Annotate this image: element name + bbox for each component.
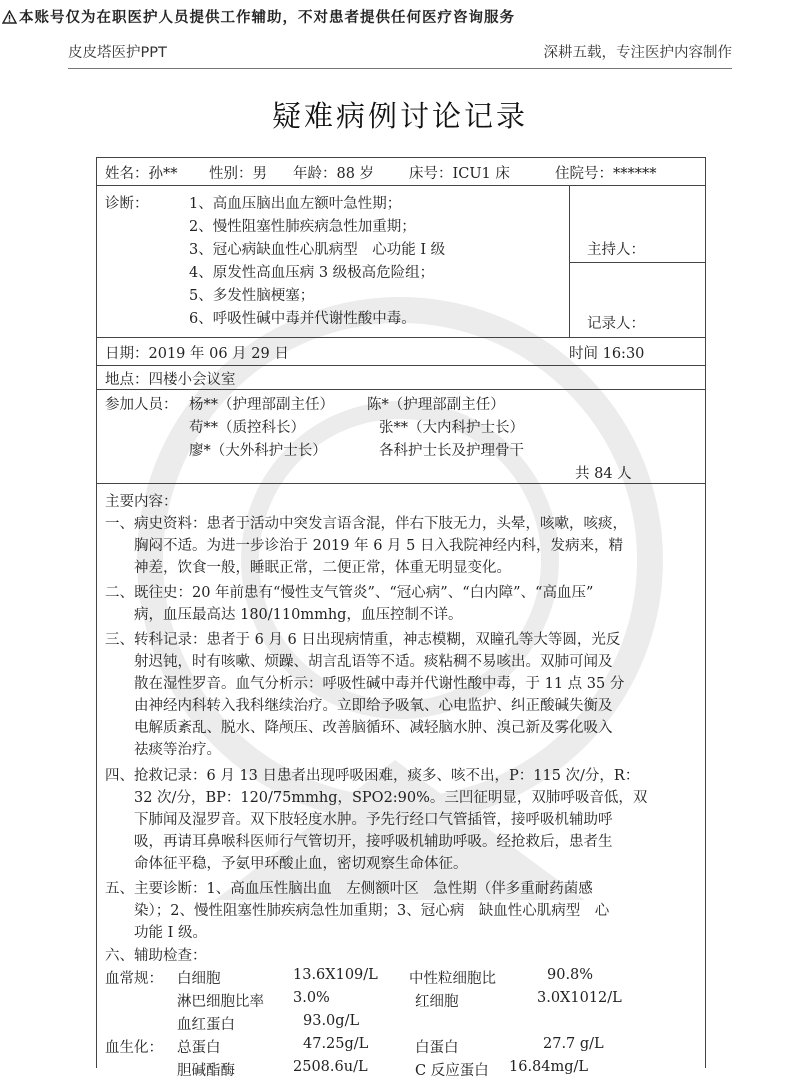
content-line: 病，血压最高达 180/110mmhg，血压控制不详。 xyxy=(105,607,463,623)
content-line: 吸，再请耳鼻喉科医师行气管切开，接呼吸机辅助呼吸。经抢救后，患者生 xyxy=(105,834,613,850)
patient-gender: 性别：男 xyxy=(209,166,267,182)
content-line: 染）；2、慢性阻塞性肺疾病急性加重期；3、冠心病 缺血性心肌病型 心 xyxy=(105,903,610,919)
content-line: 二、既往史：20 年前患有“慢性支气管炎”、“冠心病”、“白内障”、“高血压” xyxy=(105,585,594,601)
lab-value: 27.7 g/L xyxy=(543,1036,604,1052)
participant: 张**（大内科护士长） xyxy=(379,420,524,436)
lab-label: 淋巴细胞比率 xyxy=(177,994,264,1010)
lab-value: 3.0X1012/L xyxy=(537,990,622,1006)
lab-value: 93.0g/L xyxy=(303,1013,360,1029)
lab-label: 白蛋白 xyxy=(415,1040,459,1056)
lab-label: 白细胞 xyxy=(177,971,221,987)
participant: 各科护士长及护理骨干 xyxy=(379,443,524,459)
page-title: 疑难病例讨论记录 xyxy=(271,99,528,133)
meeting-time: 时间 16:30 xyxy=(569,346,645,362)
patient-info-row xyxy=(97,158,705,186)
warning-icon xyxy=(2,10,17,28)
content-line: 祛痰等治疗。 xyxy=(105,742,221,758)
host-divider xyxy=(569,262,705,263)
diagnosis-item: 5、多发性脑梗塞； xyxy=(189,288,315,304)
content-line: 胸闷不适。为进一步诊治于 2019 年 6 月 5 日入我院神经内科，发病来，精 xyxy=(105,538,624,554)
lab-label: 血红蛋白 xyxy=(177,1017,235,1033)
lab-value: 3.0% xyxy=(293,990,330,1006)
disclaimer-notice xyxy=(2,6,515,28)
content-line: 五、主要诊断：1、高血压性脑出血 左侧额叶区 急性期（伴多重耐药菌感 xyxy=(105,881,593,897)
participants-label: 参加人员： xyxy=(105,397,178,413)
content-line: 三、转科记录：患者于 6 月 6 日出现病情重，神志模糊，双瞳孔等大等圆，光反 xyxy=(105,632,621,648)
patient-bed: 床号：ICU1 床 xyxy=(409,166,510,182)
diagnosis-row xyxy=(97,186,705,338)
content-line: 六、辅助检查： xyxy=(105,948,207,964)
lab-label: 总蛋白 xyxy=(177,1040,221,1056)
patient-name: 姓名：孙** xyxy=(105,166,178,182)
lab-label: C 反应蛋白 xyxy=(415,1063,489,1079)
lab-value: 90.8% xyxy=(547,967,594,983)
content-line: 电解质紊乱、脱水、降颅压、改善脑循环、减轻脑水肿、溴己新及雾化吸入 xyxy=(105,720,613,736)
content-line: 32 次/分，BP：120/75mmhg，SPO2:90%。三凹征明显，双肺呼吸音低，双 xyxy=(105,790,648,806)
meeting-date: 日期：2019 年 06 月 29 日 xyxy=(105,346,289,362)
participant: 杨**（护理部副主任） xyxy=(189,397,334,413)
recorder-label: 记录人： xyxy=(587,316,645,332)
content-line: 散在湿性罗音。血气分析示：呼吸性碱中毒并代谢性酸中毒，于 11 点 35 分 xyxy=(105,676,625,692)
lab-value: 47.25g/L xyxy=(303,1036,369,1052)
participant: 陈*（护理部副主任） xyxy=(367,397,505,413)
participant-total: 共 84 人 xyxy=(575,466,632,482)
participant: 苟**（质控科长） xyxy=(189,420,305,436)
diagnosis-item: 1、高血压脑出血左额叶急性期； xyxy=(189,196,402,212)
meeting-location: 地点：四楼小会议室 xyxy=(105,372,236,388)
content-line: 命体征平稳，予氨甲环酸止血，密切观察生命体征。 xyxy=(105,856,468,872)
patient-age: 年龄：88 岁 xyxy=(293,166,375,182)
content-line: 下肺闻及湿罗音。双下肢轻度水肿。予先行经口气管插管，接呼吸机辅助呼 xyxy=(105,812,613,828)
diagnosis-item: 2、慢性阻塞性肺疾病急性加重期； xyxy=(189,219,416,235)
lab-value: 13.6X109/L xyxy=(293,967,378,983)
lab-value: 16.84mg/L xyxy=(509,1059,589,1075)
admission-number: 住院号：****** xyxy=(555,166,657,182)
diagnosis-item: 3、冠心病缺血性心肌病型 心功能 I 级 xyxy=(189,242,446,258)
biochem-label: 血生化： xyxy=(105,1040,163,1056)
header-divider xyxy=(68,68,732,69)
content-heading: 主要内容： xyxy=(105,494,178,510)
location-row xyxy=(97,366,705,390)
lab-label: 胆碱酯酶 xyxy=(177,1063,235,1079)
host-label: 主持人： xyxy=(587,242,645,258)
record-table xyxy=(96,157,706,1079)
lab-label: 中性粒细胞比 xyxy=(409,971,496,987)
lab-label: 红细胞 xyxy=(415,994,459,1010)
blood-routine-label: 血常规： xyxy=(105,971,163,987)
header-brand: 皮皮塔医护PPT xyxy=(68,45,167,61)
notice-text: 本账号仅为在职医护人员提供工作辅助，不对患者提供任何医疗咨询服务 xyxy=(19,10,515,26)
diagnosis-item: 6、呼吸性碱中毒并代谢性酸中毒。 xyxy=(189,311,416,327)
participant: 廖*（大外科护士长） xyxy=(189,443,327,459)
content-line: 四、抢救记录：6 月 13 日患者出现呼吸困难，痰多、咳不出，P：115 次/分，R： xyxy=(105,768,640,784)
content-line: 神差，饮食一般，睡眠正常，二便正常，体重无明显变化。 xyxy=(105,560,511,576)
content-line: 由神经内科转入我科继续治疗。立即给予吸氧、心电监护、纠正酸碱失衡及 xyxy=(105,698,613,714)
header-slogan: 深耕五载，专注医护内容制作 xyxy=(543,45,732,61)
diagnosis-label: 诊断： xyxy=(105,196,149,212)
content-line: 一、病史资料：患者于活动中突发言语含混，伴右下肢无力，头晕，咳嗽，咳痰， xyxy=(105,516,627,532)
participants-row xyxy=(97,390,705,484)
lab-value: 2508.6u/L xyxy=(293,1059,368,1075)
content-line: 射迟钝，时有咳嗽、烦躁、胡言乱语等不适。痰粘稠不易咳出。双肺可闻及 xyxy=(105,654,613,670)
date-row xyxy=(97,338,705,366)
content-line: 功能 I 级。 xyxy=(105,925,207,941)
diagnosis-item: 4、原发性高血压病 3 级极高危险组； xyxy=(189,265,435,281)
